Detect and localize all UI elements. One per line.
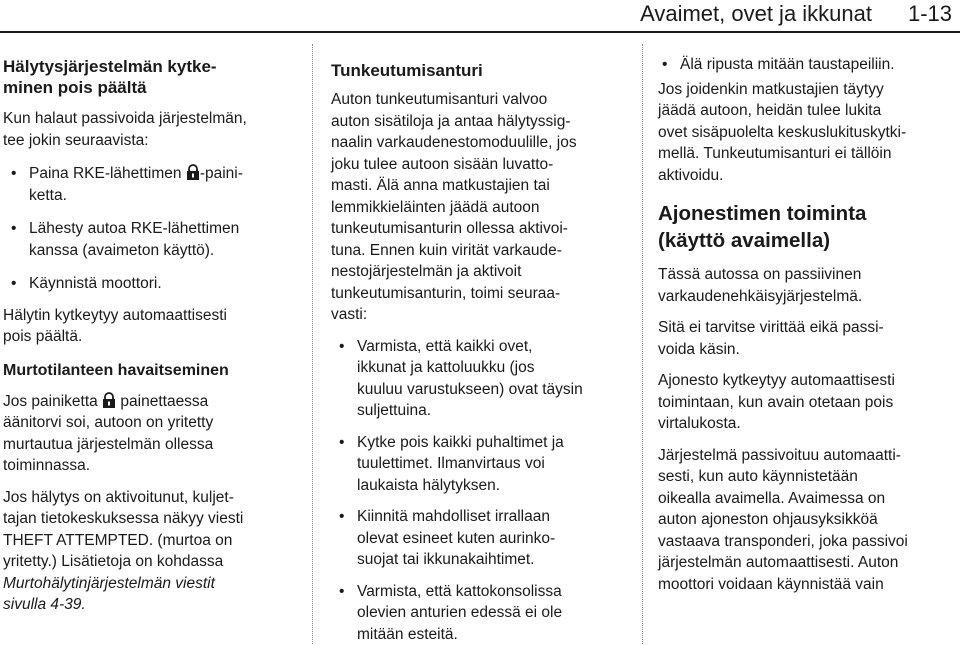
list-item [3, 163, 303, 206]
text-line: Kytke pois kaikki puhaltimet ja [357, 434, 564, 451]
text-line: Paina RKE-lähettimen [29, 165, 182, 182]
text-line: varkaudenehkäisyjärjestelmä. [658, 288, 862, 305]
paragraph [331, 89, 631, 326]
text-line: kuuluu varustukseen) ovat täysin [357, 381, 583, 398]
text-line: ketta. [29, 187, 67, 204]
bullet-dot: • [11, 163, 16, 185]
text-line: aktivoidu. [658, 167, 723, 184]
text-line: Varmista, että kattokonsolissa [357, 583, 562, 600]
bullet-dot: • [339, 581, 344, 603]
text-line: äänitorvi soi, autoon on yritetty [3, 414, 213, 431]
text-line: sesti, kun auto käynnistetään [658, 468, 858, 485]
text-line: mellä. Tunkeutumisanturi ei tällöin [658, 145, 891, 162]
heading-line: Hälytysjärjestelmän kytke- [3, 57, 217, 76]
section-heading [658, 200, 958, 254]
text-line: suljettuina. [357, 402, 431, 419]
lock-icon [102, 392, 116, 408]
header-title: Avaimet, ovet ja ikkunat [640, 2, 872, 26]
cross-reference-link[interactable]: Murtohälytinjärjestelmän viestit [3, 575, 215, 592]
text-line: tajan tietokeskuksessa näkyy viesti [3, 510, 243, 527]
text-line: virtalukosta. [658, 415, 741, 432]
paragraph [3, 108, 303, 151]
lock-icon [186, 164, 200, 180]
text-line: jäädä autoon, heidän tulee lukita [658, 102, 881, 119]
heading-line: Ajonestimen toiminta [658, 202, 866, 225]
text-line: ovet sisäpuolelta keskuslukituskytki- [658, 124, 906, 141]
text-line: Jos painiketta [3, 393, 98, 410]
heading-line: minen pois päältä [3, 78, 147, 97]
text-line: mitään esteitä. [357, 626, 458, 643]
text-line: Sitä ei tarvitse virittää eikä passi- [658, 319, 884, 336]
text-line: THEFT ATTEMPTED. (murtoa on [3, 532, 232, 549]
page-number: 1-13 [908, 2, 952, 26]
list-item [331, 336, 631, 422]
text-line: ikkunat ja kattoluukku (jos [357, 359, 534, 376]
paragraph [658, 370, 958, 435]
list-item [658, 54, 958, 76]
text-line: toiminnassa. [3, 457, 90, 474]
heading-line: (käyttö avaimella) [658, 229, 830, 252]
text-line: Kun halaut passivoida järjestelmän, [3, 110, 247, 127]
text-line: pois päältä. [3, 328, 82, 345]
text-line: murtautua järjestelmän ollessa [3, 436, 213, 453]
text-line: Älä ripusta mitään taustapeiliin. [680, 56, 895, 73]
bullet-dot: • [339, 506, 344, 528]
column-1 [3, 56, 303, 616]
text-line: Käynnistä moottori. [29, 275, 162, 292]
list-item [3, 273, 303, 295]
text-line: kanssa (avaimeton käyttö). [29, 242, 214, 259]
paragraph [658, 79, 958, 187]
text-line: olevien anturien edessä ei ole [357, 604, 562, 621]
text-line: tunkeutumisanturin, toimi seuraa- [331, 285, 560, 302]
text-line: järjestelmän automaattisesti. Auton [658, 554, 898, 571]
text-line: voida käsin. [658, 341, 740, 358]
page-header [0, 0, 960, 30]
bullet-dot: • [339, 336, 344, 358]
text-line: tuna. Ennen kuin virität varkaude- [331, 242, 562, 259]
paragraph [658, 264, 958, 307]
bullet-dot: • [11, 218, 16, 240]
column-2 [331, 60, 631, 645]
text-line: olevat esineet kuten aurinko- [357, 530, 555, 547]
text-line: auton ajoneston ohjausyksikköä [658, 511, 878, 528]
text-line: auton sisätiloja ja antaa hälytyssig- [331, 113, 571, 130]
list-item [331, 432, 631, 497]
bullet-dot: • [662, 54, 667, 76]
bullet-dot: • [11, 273, 16, 295]
text-line: Järjestelmä passivoituu automaatti- [658, 447, 901, 464]
section-heading: Murtotilanteen havaitseminen [3, 360, 303, 381]
list-item [3, 218, 303, 261]
text-line: -paini- [200, 165, 243, 182]
column-3 [658, 54, 958, 595]
paragraph [658, 445, 958, 596]
text-line: oikealla avaimella. Avaimessa on [658, 490, 885, 507]
text-line: masti. Älä anna matkustajien tai [331, 177, 550, 194]
text-line: joku tulee autoon sisään luvatto- [331, 156, 553, 173]
text-line: Ajonesto kytkeytyy automaattisesti [658, 372, 895, 389]
text-line: laukaista hälytyksen. [357, 477, 500, 494]
text-line: tee jokin seuraavista: [3, 132, 149, 149]
text-line: toimintaan, kun avain otetaan pois [658, 394, 893, 411]
bullet-dot: • [339, 432, 344, 454]
text-line: vastaava transponderi, joka passivoi [658, 533, 908, 550]
text-line: naalin varkaudenestomoduulille, jos [331, 134, 577, 151]
text-line: Jos joidenkin matkustajien täytyy [658, 81, 884, 98]
text-line: Hälytin kytkeytyy automaattisesti [3, 307, 227, 324]
text-line: tuulettimet. Ilmanvirtaus voi [357, 455, 545, 472]
paragraph [3, 487, 303, 616]
text-line: moottori voidaan käynnistää vain [658, 576, 884, 593]
text-line: vasti: [331, 306, 367, 323]
column-divider-2 [642, 44, 643, 644]
section-heading [3, 56, 303, 98]
paragraph [3, 305, 303, 348]
text-line: suojat tai ikkunakaihtimet. [357, 551, 534, 568]
paragraph [658, 317, 958, 360]
text-line: painettaessa [120, 393, 208, 410]
text-line: Varmista, että kaikki ovet, [357, 338, 532, 355]
section-heading: Tunkeutumisanturi [331, 60, 631, 81]
cross-reference-link[interactable]: sivulla 4-39. [3, 596, 86, 613]
text-line: Jos hälytys on aktivoitunut, kuljet- [3, 489, 234, 506]
list-item [331, 506, 631, 571]
header-rule [0, 31, 960, 33]
paragraph [3, 391, 303, 477]
text-line: yritetty.) Lisätietoja on kohdassa [3, 553, 223, 570]
column-divider-1 [312, 44, 313, 644]
text-line: Auton tunkeutumisanturi valvoo [331, 91, 547, 108]
text-line: Kiinnitä mahdolliset irrallaan [357, 508, 550, 525]
text-line: Tässä autossa on passiivinen [658, 266, 861, 283]
list-item [331, 581, 631, 645]
text-line: Lähesty autoa RKE-lähettimen [29, 220, 239, 237]
text-line: tunkeutumisanturin ollessa aktivoi- [331, 220, 568, 237]
text-line: nestojärjestelmän ja aktivoit [331, 263, 521, 280]
text-line: lemmikkieläinten jäädä autoon [331, 199, 540, 216]
